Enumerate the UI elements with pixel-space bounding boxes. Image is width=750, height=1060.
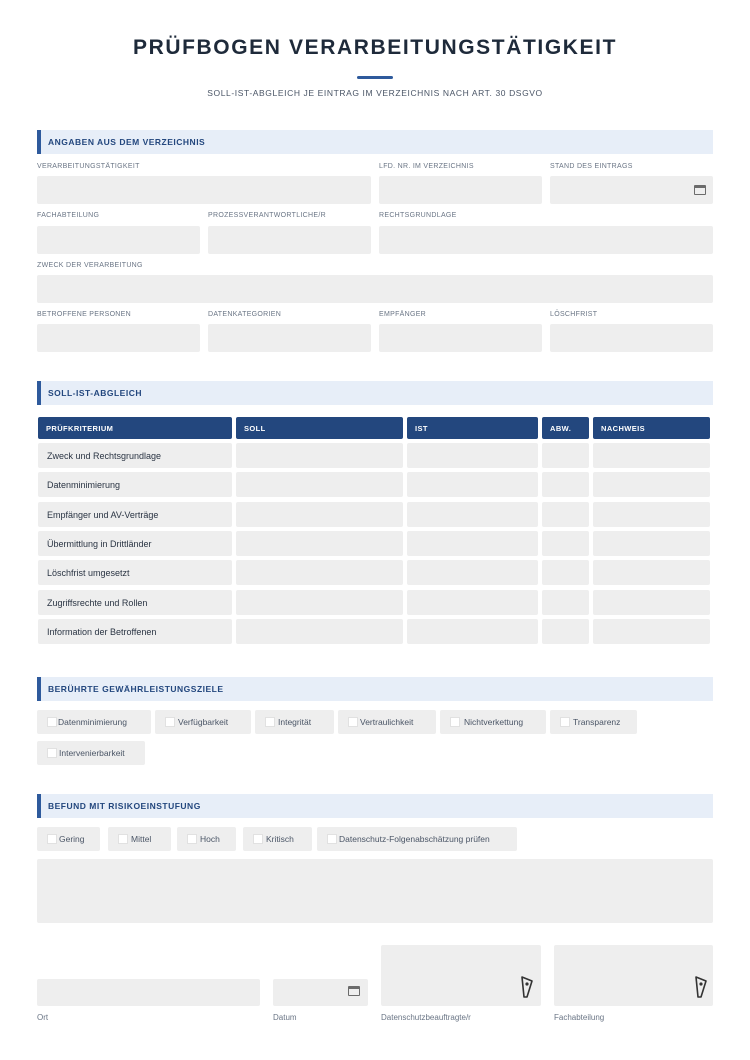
purpose-field[interactable] xyxy=(37,275,713,303)
evidence-cell[interactable] xyxy=(593,531,710,556)
deviation-cell[interactable] xyxy=(542,443,589,468)
table-row-criterion: Zweck und Rechtsgrundlage xyxy=(38,443,232,468)
section-header-finding xyxy=(37,794,713,818)
evidence-cell[interactable] xyxy=(593,502,710,527)
page-subtitle: SOLL-IST-ABGLEICH JE EINTRAG IM VERZEICHNIS NACH ART. 30 DSGVO xyxy=(207,88,543,98)
evidence-cell[interactable] xyxy=(593,472,710,497)
table-row-criterion: Übermittlung in Drittländer xyxy=(38,531,232,556)
soll-cell[interactable] xyxy=(236,443,403,468)
deviation-cell[interactable] xyxy=(542,502,589,527)
legal-basis-field[interactable] xyxy=(379,226,713,254)
goal-option[interactable]: Integrität xyxy=(255,710,334,734)
section-header-register xyxy=(37,130,713,154)
checkbox[interactable] xyxy=(187,834,197,844)
section-header-goals xyxy=(37,677,713,701)
ist-cell[interactable] xyxy=(407,619,538,644)
number-field[interactable] xyxy=(379,176,542,204)
department-signature-box[interactable] xyxy=(554,945,713,1006)
deviation-cell[interactable] xyxy=(542,531,589,556)
calendar-icon[interactable] xyxy=(348,986,360,996)
checkbox[interactable] xyxy=(327,834,337,844)
ist-cell[interactable] xyxy=(407,443,538,468)
checkbox[interactable] xyxy=(47,717,57,727)
evidence-cell[interactable] xyxy=(593,443,710,468)
table-row-criterion: Empfänger und AV-Verträge xyxy=(38,502,232,527)
risk-option-medium[interactable]: Mittel xyxy=(108,827,171,851)
section-title: BEFUND MIT RISIKOEINSTUFUNG xyxy=(48,801,201,811)
table-header-criterion: PRÜFKRITERIUM xyxy=(38,417,232,439)
recipients-field[interactable] xyxy=(379,324,542,352)
label-activity: VERARBEITUNGSTÄTIGKEIT xyxy=(37,163,140,170)
checkbox[interactable] xyxy=(118,834,128,844)
activity-field[interactable] xyxy=(37,176,371,204)
section-title: BERÜHRTE GEWÄHRLEISTUNGSZIELE xyxy=(48,684,224,694)
page-title: PRÜFBOGEN VERARBEITUNGSTÄTIGKEIT xyxy=(132,36,618,59)
data-categories-field[interactable] xyxy=(208,324,371,352)
risk-option-low[interactable]: Gering xyxy=(37,827,100,851)
label-department: FACHABTEILUNG xyxy=(37,212,100,219)
label-legal-basis: RECHTSGRUNDLAGE xyxy=(379,212,457,219)
section-title: ANGABEN AUS DEM VERZEICHNIS xyxy=(48,137,206,147)
ist-cell[interactable] xyxy=(407,472,538,497)
evidence-cell[interactable] xyxy=(593,619,710,644)
checkbox[interactable] xyxy=(47,834,57,844)
deviation-cell[interactable] xyxy=(542,590,589,615)
status-date-field[interactable] xyxy=(550,176,713,204)
ist-cell[interactable] xyxy=(407,502,538,527)
label-recipients: EMPFÄNGER xyxy=(379,311,427,318)
deviation-cell[interactable] xyxy=(542,472,589,497)
pen-nib-icon xyxy=(694,975,708,999)
table-header-ist: IST xyxy=(407,417,538,439)
dpo-signature-label: Datenschutzbeauftragte/r xyxy=(381,1013,471,1022)
department-signature-label: Fachabteilung xyxy=(554,1013,605,1022)
section-title: SOLL-IST-ABGLEICH xyxy=(48,388,142,398)
dpo-signature-box[interactable] xyxy=(381,945,541,1006)
soll-cell[interactable] xyxy=(236,531,403,556)
table-row-criterion: Löschfrist umgesetzt xyxy=(38,560,232,585)
pen-nib-icon xyxy=(520,975,534,999)
label-data-subjects: BETROFFENE PERSONEN xyxy=(37,311,131,318)
goal-option[interactable]: Intervenierbarkeit xyxy=(37,741,145,765)
deviation-cell[interactable] xyxy=(542,560,589,585)
checkbox[interactable] xyxy=(253,834,263,844)
checkbox[interactable] xyxy=(165,717,175,727)
label-deletion-period: LÖSCHFRIST xyxy=(550,311,598,318)
checkbox[interactable] xyxy=(265,717,275,727)
date-label: Datum xyxy=(273,1013,297,1022)
table-header-deviation: ABW. xyxy=(542,417,589,439)
checkbox[interactable] xyxy=(348,717,358,727)
goal-option[interactable]: Transparenz xyxy=(550,710,637,734)
ist-cell[interactable] xyxy=(407,590,538,615)
table-row-criterion: Datenminimierung xyxy=(38,472,232,497)
risk-option-dpia[interactable]: Datenschutz-Folgenabschätzung prüfen xyxy=(317,827,517,851)
evidence-cell[interactable] xyxy=(593,560,710,585)
label-status-date: STAND DES EINTRAGS xyxy=(550,163,633,170)
soll-cell[interactable] xyxy=(236,590,403,615)
evidence-cell[interactable] xyxy=(593,590,710,615)
label-owner: PROZESSVERANTWORTLICHE/R xyxy=(208,212,326,219)
label-data-categories: DATENKATEGORIEN xyxy=(208,311,282,318)
data-subjects-field[interactable] xyxy=(37,324,200,352)
checkbox[interactable] xyxy=(47,748,57,758)
title-divider xyxy=(357,76,393,79)
finding-textarea[interactable] xyxy=(37,859,713,923)
risk-option-critical[interactable]: Kritisch xyxy=(243,827,312,851)
table-row-criterion: Information der Betroffenen xyxy=(38,619,232,644)
label-purpose: ZWECK DER VERARBEITUNG xyxy=(37,262,143,269)
soll-cell[interactable] xyxy=(236,502,403,527)
soll-cell[interactable] xyxy=(236,619,403,644)
ist-cell[interactable] xyxy=(407,531,538,556)
deletion-period-field[interactable] xyxy=(550,324,713,352)
soll-cell[interactable] xyxy=(236,560,403,585)
department-field[interactable] xyxy=(37,226,200,254)
ist-cell[interactable] xyxy=(407,560,538,585)
goal-option[interactable]: Nichtverkettung xyxy=(440,710,546,734)
goal-option[interactable]: Verfügbarkeit xyxy=(155,710,251,734)
table-header-evidence: NACHWEIS xyxy=(593,417,710,439)
section-header-comparison xyxy=(37,381,713,405)
place-field[interactable] xyxy=(37,979,260,1006)
owner-field[interactable] xyxy=(208,226,371,254)
place-label: Ort xyxy=(37,1013,49,1022)
soll-cell[interactable] xyxy=(236,472,403,497)
deviation-cell[interactable] xyxy=(542,619,589,644)
table-header-soll: SOLL xyxy=(236,417,403,439)
goal-option[interactable]: Datenminimierung xyxy=(37,710,151,734)
table-row-criterion: Zugriffsrechte und Rollen xyxy=(38,590,232,615)
calendar-icon[interactable] xyxy=(694,185,706,195)
checkbox[interactable] xyxy=(450,717,460,727)
goal-option[interactable]: Vertraulichkeit xyxy=(338,710,436,734)
risk-option-high[interactable]: Hoch xyxy=(177,827,236,851)
checkbox[interactable] xyxy=(560,717,570,727)
label-number: LFD. NR. IM VERZEICHNIS xyxy=(379,163,474,170)
